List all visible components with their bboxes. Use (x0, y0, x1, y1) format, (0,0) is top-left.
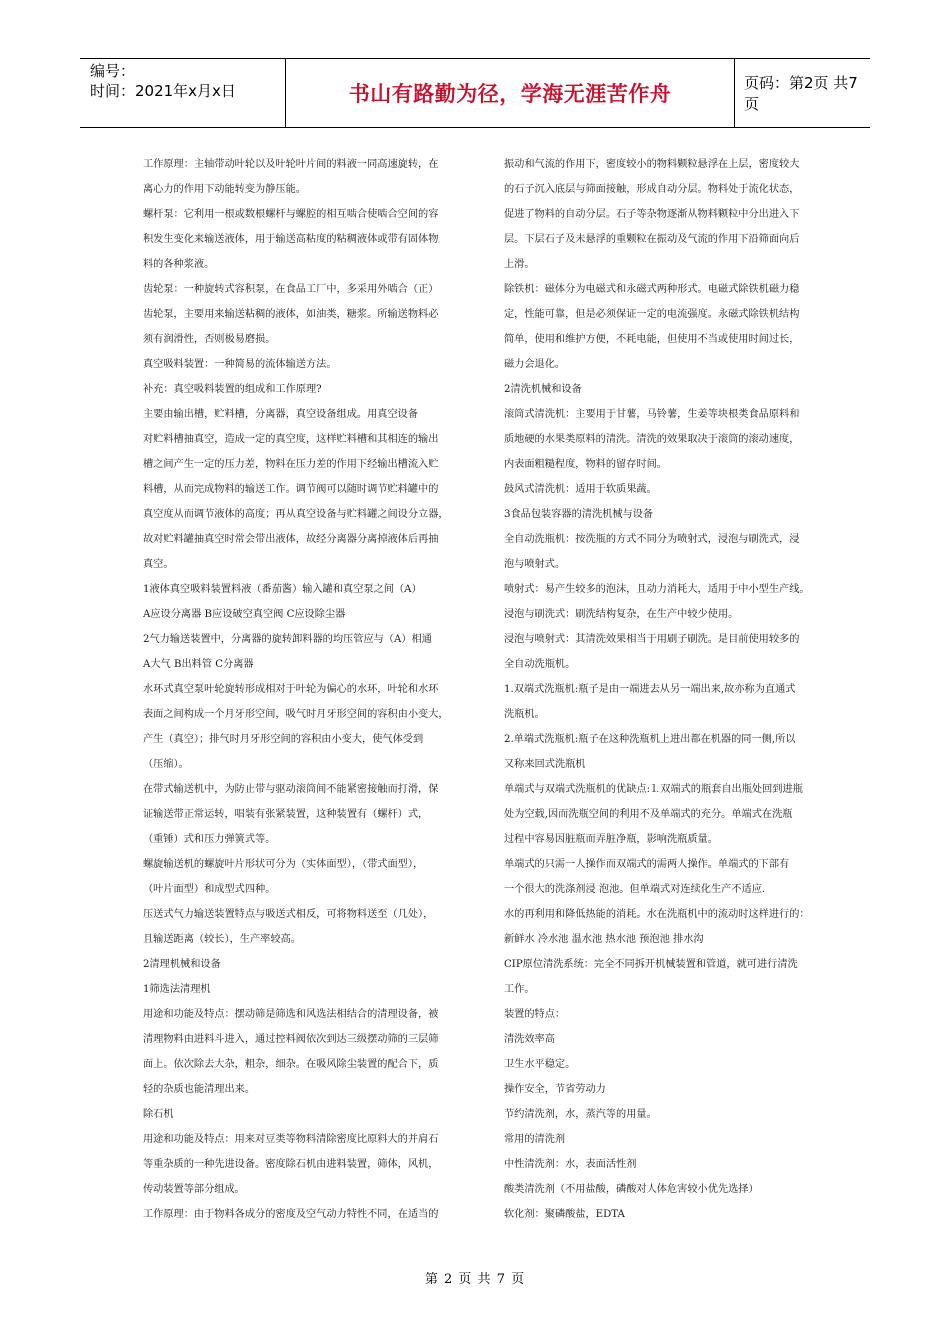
text-line: 轻的杂质也能清理出来。 (143, 1084, 256, 1095)
text-line: 促进了物料的自动分层。石子等杂物逐渐从物料颗粒中分出进入下 (504, 209, 800, 220)
text-line: （叶片面型）和成型式四种。 (143, 884, 276, 895)
text-line: 水的再利用和降低热能的消耗。水在洗瓶机中的流动时这样进行的： (504, 909, 810, 920)
text-line: 补充：真空吸料装置的组成和工作原理? (143, 384, 322, 395)
text-line: 在带式输送机中，为防止带与驱动滚筒间不能紧密接触而打滑，保 (143, 784, 439, 795)
text-line: 清理物料由进料斗进入，通过控料阀依次到达三级摆动筛的三层筛 (143, 1034, 439, 1045)
text-line: 单端式的只需一人操作而双端式的需两人操作。单端式的下部有 (504, 859, 790, 870)
text-line: 一个很大的洗涤剂浸 泡池。但单端式对连续化生产不适应. (504, 884, 766, 895)
text-line: 泡与喷射式。 (504, 559, 566, 570)
text-line: 质地硬的水果类原料的清洗。清洗的效果取决于滚筒的滚动速度， (504, 434, 800, 445)
text-line: 内表面粗糙程度，物料的留存时间。 (504, 459, 667, 470)
text-line: 齿轮泵，主要用来输送粘稠的液体，如油类，糖浆。所输送物料必 (143, 309, 439, 320)
text-line: 简单，使用和维护方便，不耗电能，但使用不当或使用时间过长， (504, 334, 800, 345)
text-line: 振动和气流的作用下，密度较小的物料颗粒悬浮在上层，密度较大 (504, 159, 800, 170)
text-line: 2清理机械和设备 (143, 959, 221, 970)
text-line: （压缩）。 (143, 759, 189, 770)
header-divider (734, 59, 735, 127)
text-line: 工作原理：主轴带动叶轮以及叶轮叶片间的料液一同高速旋转，在 (143, 159, 439, 170)
text-line: 全自动洗瓶机。 (504, 659, 576, 670)
text-line: 齿轮泵：一种旋转式容积泵，在食品工厂中，多采用外啮合（正） (143, 284, 439, 295)
text-line: 须有润滑性，否则极易磨损。 (143, 334, 276, 345)
text-line: 软化剂：聚磷酸盐，EDTA (504, 1209, 625, 1220)
text-line: 磁力会退化。 (504, 359, 566, 370)
right-text-column (504, 152, 824, 1227)
text-line: 单端式与双端式洗瓶机的优缺点:⒈双端式的瓶套自出瓶处回到进瓶 (504, 784, 803, 795)
document-number-label: 编号： (90, 62, 136, 80)
text-line: 表面之间构成一个月牙形空间，吸气时月牙形空间的容积由小变大， (143, 709, 449, 720)
text-line: 上滑。 (504, 259, 535, 270)
text-line: 1.双端式洗瓶机:瓶子是由一端进去从另一端出来,故亦称为直通式 (504, 684, 796, 695)
text-line: 洗瓶机。 (504, 709, 545, 720)
text-line: 除铁机：磁体分为电磁式和永磁式两种形式。电磁式除铁机磁力稳 (504, 284, 800, 295)
text-line: 工作原理：由于物料各成分的密度及空气动力特性不同，在适当的 (143, 1209, 439, 1220)
text-line: 用途和功能及特点：摆动筛是筛选和风选法相结合的清理设备，被 (143, 1009, 439, 1020)
text-line: 除石机 (143, 1109, 174, 1120)
text-line: 等重杂质的一种先进设备。密度除石机由进料装置，筛体，风机， (143, 1159, 439, 1170)
text-line: 又称来回式洗瓶机 (504, 759, 586, 770)
text-line: A大气 B出料管 C分离器 (143, 659, 254, 670)
text-line: 螺旋输送机的螺旋叶片形状可分为（实体面型），（带式面型）， (143, 859, 424, 870)
text-line: A应设分离器 B应设破空真空阀 C应设除尘器 (143, 609, 346, 620)
text-line: 离心力的作用下动能转变为静压能。 (143, 184, 306, 195)
text-line: 对贮料槽抽真空，造成一定的真空度，这样贮料槽和其相连的输出 (143, 434, 439, 445)
text-line: 节约清洗剂，水，蒸汽等的用量。 (504, 1109, 657, 1120)
text-line: 水环式真空泵叶轮旋转形成相对于叶轮为偏心的水环，叶轮和水环 (143, 684, 439, 695)
text-line: 的石子沉入底层与筛面接触，形成自动分层。物料处于流化状态， (504, 184, 800, 195)
text-line: 用途和功能及特点：用来对豆类等物料清除密度比原料大的并肩石 (143, 1134, 439, 1145)
text-line: 故对贮料罐抽真空时常会带出液体，故经分离器分离掉液体后再抽 (143, 534, 439, 545)
text-line: 积发生变化来输送液体，用于输送高粘度的粘稠液体或带有固体物 (143, 234, 439, 245)
text-line: 且输送距离（较长），生产率较高。 (143, 934, 301, 945)
text-line: 全自动洗瓶机：按洗瓶的方式不同分为喷射式，浸泡与刷洗式，浸 (504, 534, 800, 545)
text-line: 清洗效率高 (504, 1034, 555, 1045)
text-line: 1液体真空吸料装置料液（番茄酱）输入罐和真空泵之间（A） (143, 584, 422, 595)
text-line: 传动装置等部分组成。 (143, 1184, 245, 1195)
text-line: 真空吸料装置：一种简易的流体输送方法。 (143, 359, 337, 370)
text-line: 1筛选法清理机 (143, 984, 211, 995)
text-line: 料的各种浆液。 (143, 259, 215, 270)
header-motto: 书山有路勤为径，学海无涯苦作舟 (348, 82, 672, 106)
text-line: 鼓风式清洗机：适用于软质果蔬。 (504, 484, 657, 495)
text-line: 证输送带正常运转，唱装有张紧装置，这种装置有（螺杆）式， (143, 809, 429, 820)
text-line: 3食品包装容器的清洗机械与设备 (504, 509, 654, 520)
text-line: 2清洗机械和设备 (504, 384, 582, 395)
page-footer: 第 2 页 共 7 页 (424, 1272, 526, 1287)
text-line: 工作。 (504, 984, 535, 995)
left-text-column (143, 152, 463, 1227)
text-line: 真空。 (143, 559, 174, 570)
document-time-label: 时间：2021年x月x日 (90, 82, 236, 100)
text-line: 主要由输出槽，贮料槽，分离器，真空设备组成。用真空设备 (143, 409, 419, 420)
text-line: 浸泡与刷洗式：刷洗结构复杂，在生产中较少使用。 (504, 609, 739, 620)
text-line: CIP原位清洗系统：完全不同拆开机械装置和管道，就可进行清洗 (504, 959, 798, 970)
text-line: 产生（真空）；排气时月牙形空间的容积由小变大，使气体受到 (143, 734, 424, 745)
text-line: 中性清洗剂：水，表面活性剂 (504, 1159, 637, 1170)
text-line: 卫生水平稳定。 (504, 1059, 576, 1070)
text-line: 螺杆泵：它利用一根或数根螺杆与螺腔的相互啮合使啮合空间的容 (143, 209, 439, 220)
text-line: 真空度从而调节液体的高度；再从真空设备与贮料罐之间设分立器， (143, 509, 449, 520)
text-line: 压送式气力输送装置特点与吸送式相反，可将物料送至（几处）， (143, 909, 434, 920)
text-line: 面上。依次除去大杂，粗杂，细杂。在吸风除尘装置的配合下，质 (143, 1059, 439, 1070)
text-line: 2.单端式洗瓶机:瓶子在这种洗瓶机上进出都在机器的同一侧,所以 (504, 734, 796, 745)
text-line: 酸类清洗剂（不用盐酸，磷酸对人体危害较小优先选择） (504, 1184, 759, 1195)
text-line: 新鲜水 冷水池 温水池 热水池 预泡池 排水沟 (504, 934, 704, 945)
text-line: 定，性能可靠，但是必须保证一定的电流强度。永磁式除铁机结构 (504, 309, 800, 320)
text-line: （重锤）式和压力弹簧式等。 (143, 834, 276, 845)
header-meta (90, 61, 285, 101)
text-line: 常用的清洗剂 (504, 1134, 566, 1145)
text-line: 层。下层石子及未悬浮的重颗粒在振动及气流的作用下沿筛面向后 (504, 234, 800, 245)
text-line: 滚筒式清洗机：主要用于甘薯，马铃薯，生姜等块根类食品原料和 (504, 409, 800, 420)
text-line: 料槽，从而完成物料的输送工作。调节阀可以随时调节贮料罐中的 (143, 484, 439, 495)
text-line: 浸泡与喷射式：其清洗效果相当于用刷子刷洗。是目前使用较多的 (504, 634, 800, 645)
text-line: 槽之间产生一定的压力差，物料在压力差的作用下经输出槽流入贮 (143, 459, 439, 470)
text-line: 操作安全，节省劳动力 (504, 1084, 606, 1095)
text-line: 装置的特点： (504, 1009, 566, 1020)
text-line: 过程中容易因脏瓶而弄脏净瓶，影响洗瓶质量。 (504, 834, 718, 845)
text-line: 处为空载,因而洗瓶空间的利用不及单端式的充分。单端式在洗瓶 (504, 809, 793, 820)
page-header (80, 58, 870, 128)
header-page-info: 页码：第2页 共7页 (744, 74, 858, 113)
text-line: 喷射式：易产生较多的泡沫，且动力消耗大，适用于中小型生产线。 (504, 584, 810, 595)
text-line: 2气力输送装置中，分离器的旋转卸料器的均压管应与（A）相通 (143, 634, 432, 645)
